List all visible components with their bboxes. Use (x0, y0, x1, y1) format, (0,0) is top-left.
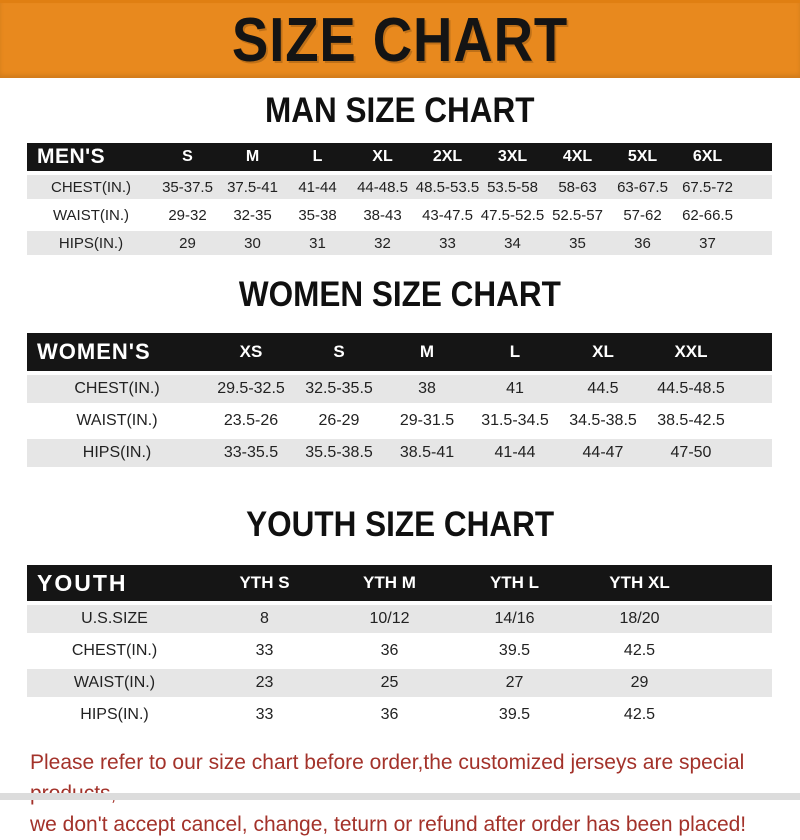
size-column-header: YTH M (327, 565, 452, 601)
table-row (27, 175, 772, 199)
row-filler-cell (735, 439, 772, 467)
row-filler-cell (735, 407, 772, 435)
size-column-header: YTH L (452, 565, 577, 601)
row-label: CHEST(IN.) (71, 642, 158, 659)
size-value-cell: 32 (350, 231, 415, 255)
size-column-header: 3XL (480, 143, 545, 171)
size-column-header: M (220, 143, 285, 171)
header-filler-cell (735, 333, 772, 371)
size-value-cell: 29-32 (168, 206, 207, 224)
header-filler-cell (702, 565, 772, 601)
table-header-row (27, 333, 772, 371)
size-value-cell: 14/16 (452, 605, 577, 633)
size-value-cell: 29 (577, 669, 702, 697)
size-value-cell: 62-66.5 (682, 206, 733, 224)
men-section-heading (0, 91, 800, 131)
size-value-cell: 67.5-72 (675, 175, 740, 199)
size-value-cell: 31 (285, 231, 350, 255)
size-value-cell: 23 (202, 669, 327, 697)
size-column-header: 5XL (610, 143, 675, 171)
size-value-cell: 37 (675, 231, 740, 255)
row-label: HIPS(IN.) (80, 706, 149, 723)
table-row (27, 407, 772, 435)
men-size-table (27, 139, 772, 259)
size-value-cell: 47-50 (647, 439, 735, 467)
size-value-cell: 38-43 (363, 206, 402, 224)
size-value-cell: 32-35 (233, 206, 272, 224)
banner-title: SIZE CHART (231, 5, 569, 75)
size-value-cell: 35-37.5 (155, 175, 220, 199)
men-size-section (0, 91, 800, 259)
size-value-cell: 23.5-26 (223, 412, 279, 429)
size-value-cell: 8 (202, 605, 327, 633)
row-label: U.S.SIZE (27, 605, 202, 633)
bottom-edge-strip (0, 793, 800, 800)
size-value-cell: 30 (220, 231, 285, 255)
size-value-cell: 33-35.5 (207, 439, 295, 467)
size-value-cell: 33 (255, 706, 274, 723)
youth-size-section (0, 505, 800, 733)
table-corner-label: WOMEN'S (27, 333, 207, 371)
size-value-cell: 43-47.5 (422, 206, 473, 224)
row-label: HIPS(IN.) (27, 231, 155, 255)
size-value-cell: 37.5-41 (220, 175, 285, 199)
table-row (27, 375, 772, 403)
size-value-cell: 41-44 (471, 439, 559, 467)
size-value-cell: 33 (255, 642, 274, 659)
size-value-cell: 27 (452, 669, 577, 697)
size-value-cell: 35.5-38.5 (295, 439, 383, 467)
table-row (27, 701, 772, 729)
size-value-cell: 57-62 (623, 206, 662, 224)
size-column-header: 2XL (415, 143, 480, 171)
size-value-cell: 32.5-35.5 (295, 375, 383, 403)
size-value-cell: 26-29 (318, 412, 360, 429)
table-row (27, 637, 772, 665)
size-value-cell: 36 (380, 706, 399, 723)
size-value-cell: 18/20 (577, 605, 702, 633)
size-value-cell: 58-63 (545, 175, 610, 199)
table-corner-label: MEN'S (27, 143, 155, 171)
table-header-row (27, 565, 772, 601)
size-value-cell: 44.5 (559, 375, 647, 403)
row-filler-cell (702, 637, 772, 665)
size-value-cell: 38.5-41 (383, 439, 471, 467)
size-value-cell: 47.5-52.5 (480, 206, 545, 224)
size-value-cell: 38 (383, 375, 471, 403)
table-row (27, 669, 772, 697)
size-value-cell: 36 (380, 642, 399, 659)
size-value-cell: 33 (415, 231, 480, 255)
size-column-header: XS (207, 333, 295, 371)
size-value-cell: 44-48.5 (350, 175, 415, 199)
table-corner-label: YOUTH (27, 565, 202, 601)
size-value-cell: 35 (545, 231, 610, 255)
size-value-cell: 44-47 (559, 439, 647, 467)
banner (0, 0, 800, 78)
size-value-cell: 29 (155, 231, 220, 255)
row-filler-cell (735, 375, 772, 403)
size-value-cell: 10/12 (327, 605, 452, 633)
row-label: WAIST(IN.) (52, 206, 130, 224)
size-value-cell: 31.5-34.5 (481, 412, 549, 429)
size-value-cell: 34.5-38.5 (569, 412, 637, 429)
size-value-cell: 35-38 (298, 206, 337, 224)
row-filler-cell (702, 701, 772, 729)
row-label: CHEST(IN.) (27, 375, 207, 403)
size-value-cell: 39.5 (498, 706, 531, 723)
row-label: WAIST(IN.) (27, 669, 202, 697)
disclaimer-line-2: we don't accept cancel, change, teturn or refund after order has been placed! (30, 813, 747, 836)
row-label: CHEST(IN.) (27, 175, 155, 199)
row-label: WAIST(IN.) (76, 412, 158, 429)
youth-section-heading-text: YOUTH SIZE CHART (245, 505, 554, 544)
size-value-cell: 29-31.5 (399, 412, 455, 429)
size-column-header: YTH XL (577, 565, 702, 601)
women-size-table (27, 329, 772, 471)
women-section-heading (0, 275, 800, 315)
men-section-heading-text: MAN SIZE CHART (265, 91, 535, 130)
disclaimer-line-1: Please refer to our size chart before order,the customized jerseys are special (30, 751, 745, 774)
youth-section-heading (0, 505, 800, 545)
size-column-header: L (285, 143, 350, 171)
size-value-cell: 42.5 (623, 706, 656, 723)
table-row (27, 231, 772, 255)
row-filler-cell (740, 203, 772, 227)
size-value-cell: 41-44 (285, 175, 350, 199)
size-value-cell: 63-67.5 (610, 175, 675, 199)
row-filler-cell (702, 605, 772, 633)
size-column-header: L (471, 333, 559, 371)
table-header-row (27, 143, 772, 171)
size-value-cell: 25 (327, 669, 452, 697)
size-value-cell: 34 (480, 231, 545, 255)
size-value-cell: 39.5 (498, 642, 531, 659)
header-filler-cell (740, 143, 772, 171)
size-column-header: S (295, 333, 383, 371)
row-filler-cell (702, 669, 772, 697)
size-column-header: XL (559, 333, 647, 371)
women-size-section (0, 275, 800, 471)
size-column-header: 6XL (675, 143, 740, 171)
size-column-header: S (155, 143, 220, 171)
size-column-header: XXL (647, 333, 735, 371)
table-row (27, 439, 772, 467)
size-value-cell: 41 (471, 375, 559, 403)
size-column-header: XL (350, 143, 415, 171)
size-value-cell: 52.5-57 (552, 206, 603, 224)
size-value-cell: 38.5-42.5 (657, 412, 725, 429)
table-row (27, 203, 772, 227)
row-filler-cell (740, 231, 772, 255)
row-label: HIPS(IN.) (27, 439, 207, 467)
size-value-cell: 48.5-53.5 (415, 175, 480, 199)
size-value-cell: 36 (610, 231, 675, 255)
row-filler-cell (740, 175, 772, 199)
size-value-cell: 29.5-32.5 (207, 375, 295, 403)
size-value-cell: 42.5 (623, 642, 656, 659)
size-column-header: 4XL (545, 143, 610, 171)
women-section-heading-text: WOMEN SIZE CHART (238, 275, 561, 314)
size-column-header: M (383, 333, 471, 371)
size-column-header: YTH S (202, 565, 327, 601)
table-row (27, 605, 772, 633)
size-value-cell: 44.5-48.5 (647, 375, 735, 403)
youth-size-table (27, 561, 772, 733)
size-value-cell: 53.5-58 (480, 175, 545, 199)
